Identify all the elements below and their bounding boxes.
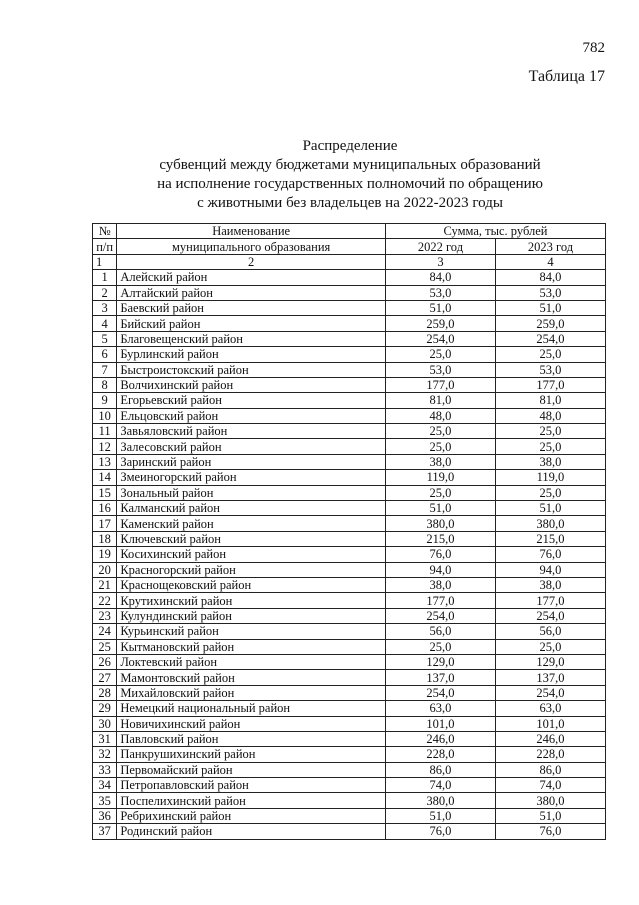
row-district-name: Каменский район: [117, 516, 386, 531]
row-value-2022: 51,0: [385, 300, 495, 315]
row-district-name: Змеиногорский район: [117, 470, 386, 485]
row-value-2023: 94,0: [495, 562, 605, 577]
row-district-name: Мамонтовский район: [117, 670, 386, 685]
row-district-name: Первомайский район: [117, 762, 386, 777]
row-value-2022: 215,0: [385, 531, 495, 546]
row-number: 12: [93, 439, 117, 454]
row-number: 22: [93, 593, 117, 608]
row-value-2023: 246,0: [495, 731, 605, 746]
row-number: 25: [93, 639, 117, 654]
row-value-2022: 76,0: [385, 547, 495, 562]
document-title: [90, 137, 610, 213]
row-value-2023: 38,0: [495, 577, 605, 592]
row-district-name: Бурлинский район: [117, 347, 386, 362]
header-row: [93, 239, 606, 254]
row-district-name: Панкрушихинский район: [117, 747, 386, 762]
row-number: 21: [93, 577, 117, 592]
row-number: 13: [93, 454, 117, 469]
table-row: [93, 731, 606, 746]
row-number: 31: [93, 731, 117, 746]
row-value-2022: 177,0: [385, 593, 495, 608]
row-number: 15: [93, 485, 117, 500]
table-row: [93, 716, 606, 731]
title-line: субвенций между бюджетами муниципальных образований: [159, 157, 541, 173]
distribution-table: [92, 223, 606, 840]
row-value-2023: 56,0: [495, 624, 605, 639]
row-number: 24: [93, 624, 117, 639]
column-index: 3: [385, 254, 495, 269]
row-number: 18: [93, 531, 117, 546]
row-district-name: Алейский район: [117, 270, 386, 285]
row-value-2023: 76,0: [495, 547, 605, 562]
row-value-2022: 25,0: [385, 639, 495, 654]
table-row: [93, 516, 606, 531]
row-district-name: Зональный район: [117, 485, 386, 500]
row-value-2023: 81,0: [495, 393, 605, 408]
table-label: Таблица 17: [528, 68, 605, 85]
row-value-2022: 25,0: [385, 485, 495, 500]
row-value-2022: 25,0: [385, 439, 495, 454]
row-number: 33: [93, 762, 117, 777]
table-row: [93, 470, 606, 485]
row-district-name: Быстроистокский район: [117, 362, 386, 377]
row-value-2022: 25,0: [385, 424, 495, 439]
row-value-2022: 81,0: [385, 393, 495, 408]
table-row: [93, 501, 606, 516]
row-number: 10: [93, 408, 117, 423]
row-value-2022: 84,0: [385, 270, 495, 285]
row-number: 34: [93, 778, 117, 793]
row-value-2022: 48,0: [385, 408, 495, 423]
row-value-2023: 177,0: [495, 593, 605, 608]
table-row: [93, 531, 606, 546]
row-value-2023: 84,0: [495, 270, 605, 285]
row-district-name: Немецкий национальный район: [117, 701, 386, 716]
table-row: [93, 454, 606, 469]
row-value-2022: 380,0: [385, 793, 495, 808]
row-value-2022: 137,0: [385, 670, 495, 685]
row-number: 20: [93, 562, 117, 577]
table-row: [93, 778, 606, 793]
row-value-2023: 25,0: [495, 485, 605, 500]
header-name-col-sub: муниципального образования: [117, 239, 386, 254]
row-value-2023: 25,0: [495, 347, 605, 362]
row-district-name: Кулундинский район: [117, 608, 386, 623]
title-line: с животными без владельцев на 2022-2023 годы: [197, 195, 503, 211]
table-body: [93, 270, 606, 839]
table-row: [93, 793, 606, 808]
row-value-2022: 254,0: [385, 685, 495, 700]
row-value-2022: 74,0: [385, 778, 495, 793]
row-district-name: Родинский район: [117, 824, 386, 839]
header-number-col-sub: п/п: [93, 239, 117, 254]
row-value-2023: 51,0: [495, 300, 605, 315]
table-row: [93, 670, 606, 685]
table-row: [93, 593, 606, 608]
row-number: 14: [93, 470, 117, 485]
row-number: 19: [93, 547, 117, 562]
row-number: 35: [93, 793, 117, 808]
row-value-2022: 129,0: [385, 654, 495, 669]
header-year-2023: 2023 год: [495, 239, 605, 254]
table-row: [93, 808, 606, 823]
row-number: 29: [93, 701, 117, 716]
row-number: 37: [93, 824, 117, 839]
table-row: [93, 562, 606, 577]
table-row: [93, 300, 606, 315]
header-sum: Сумма, тыс. рублей: [385, 224, 605, 239]
header-number-col: №: [93, 224, 117, 239]
row-value-2022: 228,0: [385, 747, 495, 762]
row-number: 16: [93, 501, 117, 516]
row-value-2023: 63,0: [495, 701, 605, 716]
row-value-2022: 246,0: [385, 731, 495, 746]
row-district-name: Кытмановский район: [117, 639, 386, 654]
table-row: [93, 331, 606, 346]
page-number: 782: [582, 40, 605, 56]
row-number: 30: [93, 716, 117, 731]
row-value-2022: 119,0: [385, 470, 495, 485]
row-number: 1: [93, 270, 117, 285]
row-value-2023: 228,0: [495, 747, 605, 762]
table-row: [93, 347, 606, 362]
row-district-name: Ельцовский район: [117, 408, 386, 423]
row-number: 9: [93, 393, 117, 408]
column-index-row: [93, 254, 606, 269]
table-row: [93, 577, 606, 592]
row-district-name: Ключевский район: [117, 531, 386, 546]
row-value-2023: 38,0: [495, 454, 605, 469]
row-value-2022: 254,0: [385, 331, 495, 346]
row-number: 28: [93, 685, 117, 700]
row-district-name: Локтевский район: [117, 654, 386, 669]
row-number: 17: [93, 516, 117, 531]
row-district-name: Благовещенский район: [117, 331, 386, 346]
row-number: 11: [93, 424, 117, 439]
table-row: [93, 639, 606, 654]
row-district-name: Залесовский район: [117, 439, 386, 454]
row-value-2023: 137,0: [495, 670, 605, 685]
row-district-name: Волчихинский район: [117, 377, 386, 392]
table-row: [93, 485, 606, 500]
row-number: 5: [93, 331, 117, 346]
row-number: 8: [93, 377, 117, 392]
row-number: 3: [93, 300, 117, 315]
row-district-name: Новичихинский район: [117, 716, 386, 731]
row-number: 23: [93, 608, 117, 623]
row-number: 27: [93, 670, 117, 685]
table-row: [93, 377, 606, 392]
title-line: на исполнение государственных полномочий по обращению: [157, 176, 543, 192]
row-value-2022: 101,0: [385, 716, 495, 731]
row-district-name: Баевский район: [117, 300, 386, 315]
row-value-2022: 380,0: [385, 516, 495, 531]
row-number: 6: [93, 347, 117, 362]
row-district-name: Петропавловский район: [117, 778, 386, 793]
row-number: 7: [93, 362, 117, 377]
row-number: 36: [93, 808, 117, 823]
table-row: [93, 439, 606, 454]
row-value-2022: 25,0: [385, 347, 495, 362]
row-number: 32: [93, 747, 117, 762]
row-district-name: Бийский район: [117, 316, 386, 331]
row-value-2023: 380,0: [495, 516, 605, 531]
table-row: [93, 424, 606, 439]
column-index: 2: [117, 254, 386, 269]
row-value-2022: 63,0: [385, 701, 495, 716]
row-value-2023: 53,0: [495, 285, 605, 300]
row-value-2022: 56,0: [385, 624, 495, 639]
row-value-2023: 101,0: [495, 716, 605, 731]
row-value-2023: 51,0: [495, 808, 605, 823]
table-row: [93, 685, 606, 700]
row-district-name: Ребрихинский район: [117, 808, 386, 823]
row-value-2023: 119,0: [495, 470, 605, 485]
row-district-name: Михайловский район: [117, 685, 386, 700]
row-value-2022: 51,0: [385, 501, 495, 516]
row-value-2023: 254,0: [495, 331, 605, 346]
row-value-2023: 259,0: [495, 316, 605, 331]
table-row: [93, 316, 606, 331]
row-number: 2: [93, 285, 117, 300]
row-value-2023: 129,0: [495, 654, 605, 669]
row-value-2023: 74,0: [495, 778, 605, 793]
row-district-name: Красногорский район: [117, 562, 386, 577]
table-row: [93, 285, 606, 300]
column-index: 1: [93, 254, 117, 269]
table-row: [93, 747, 606, 762]
row-value-2023: 48,0: [495, 408, 605, 423]
row-value-2022: 53,0: [385, 362, 495, 377]
row-value-2022: 86,0: [385, 762, 495, 777]
row-value-2023: 215,0: [495, 531, 605, 546]
row-value-2023: 76,0: [495, 824, 605, 839]
table-row: [93, 624, 606, 639]
row-number: 26: [93, 654, 117, 669]
row-value-2022: 94,0: [385, 562, 495, 577]
table-row: [93, 701, 606, 716]
table-row: [93, 762, 606, 777]
row-value-2022: 53,0: [385, 285, 495, 300]
header-row: [93, 224, 606, 239]
table-row: [93, 270, 606, 285]
row-value-2022: 38,0: [385, 577, 495, 592]
title-line: Распределение: [302, 138, 398, 154]
row-number: 4: [93, 316, 117, 331]
row-value-2023: 53,0: [495, 362, 605, 377]
row-value-2023: 254,0: [495, 608, 605, 623]
row-district-name: Калманский район: [117, 501, 386, 516]
row-value-2022: 254,0: [385, 608, 495, 623]
row-value-2022: 259,0: [385, 316, 495, 331]
row-district-name: Курьинский район: [117, 624, 386, 639]
row-value-2022: 177,0: [385, 377, 495, 392]
row-value-2022: 38,0: [385, 454, 495, 469]
table-row: [93, 362, 606, 377]
row-district-name: Крутихинский район: [117, 593, 386, 608]
header-name-col: Наименование: [117, 224, 386, 239]
column-index: 4: [495, 254, 605, 269]
row-value-2023: 25,0: [495, 439, 605, 454]
row-value-2023: 254,0: [495, 685, 605, 700]
row-district-name: Завьяловский район: [117, 424, 386, 439]
row-district-name: Краснощековский район: [117, 577, 386, 592]
row-value-2023: 177,0: [495, 377, 605, 392]
table-row: [93, 608, 606, 623]
table-row: [93, 547, 606, 562]
row-district-name: Павловский район: [117, 731, 386, 746]
row-value-2023: 25,0: [495, 424, 605, 439]
row-value-2023: 25,0: [495, 639, 605, 654]
row-value-2023: 380,0: [495, 793, 605, 808]
row-value-2023: 86,0: [495, 762, 605, 777]
header-year-2022: 2022 год: [385, 239, 495, 254]
row-district-name: Алтайский район: [117, 285, 386, 300]
row-value-2023: 51,0: [495, 501, 605, 516]
table-row: [93, 393, 606, 408]
row-value-2022: 51,0: [385, 808, 495, 823]
row-district-name: Егорьевский район: [117, 393, 386, 408]
row-district-name: Поспелихинский район: [117, 793, 386, 808]
table-row: [93, 408, 606, 423]
table-row: [93, 824, 606, 839]
table-row: [93, 654, 606, 669]
row-district-name: Заринский район: [117, 454, 386, 469]
row-value-2022: 76,0: [385, 824, 495, 839]
row-district-name: Косихинский район: [117, 547, 386, 562]
